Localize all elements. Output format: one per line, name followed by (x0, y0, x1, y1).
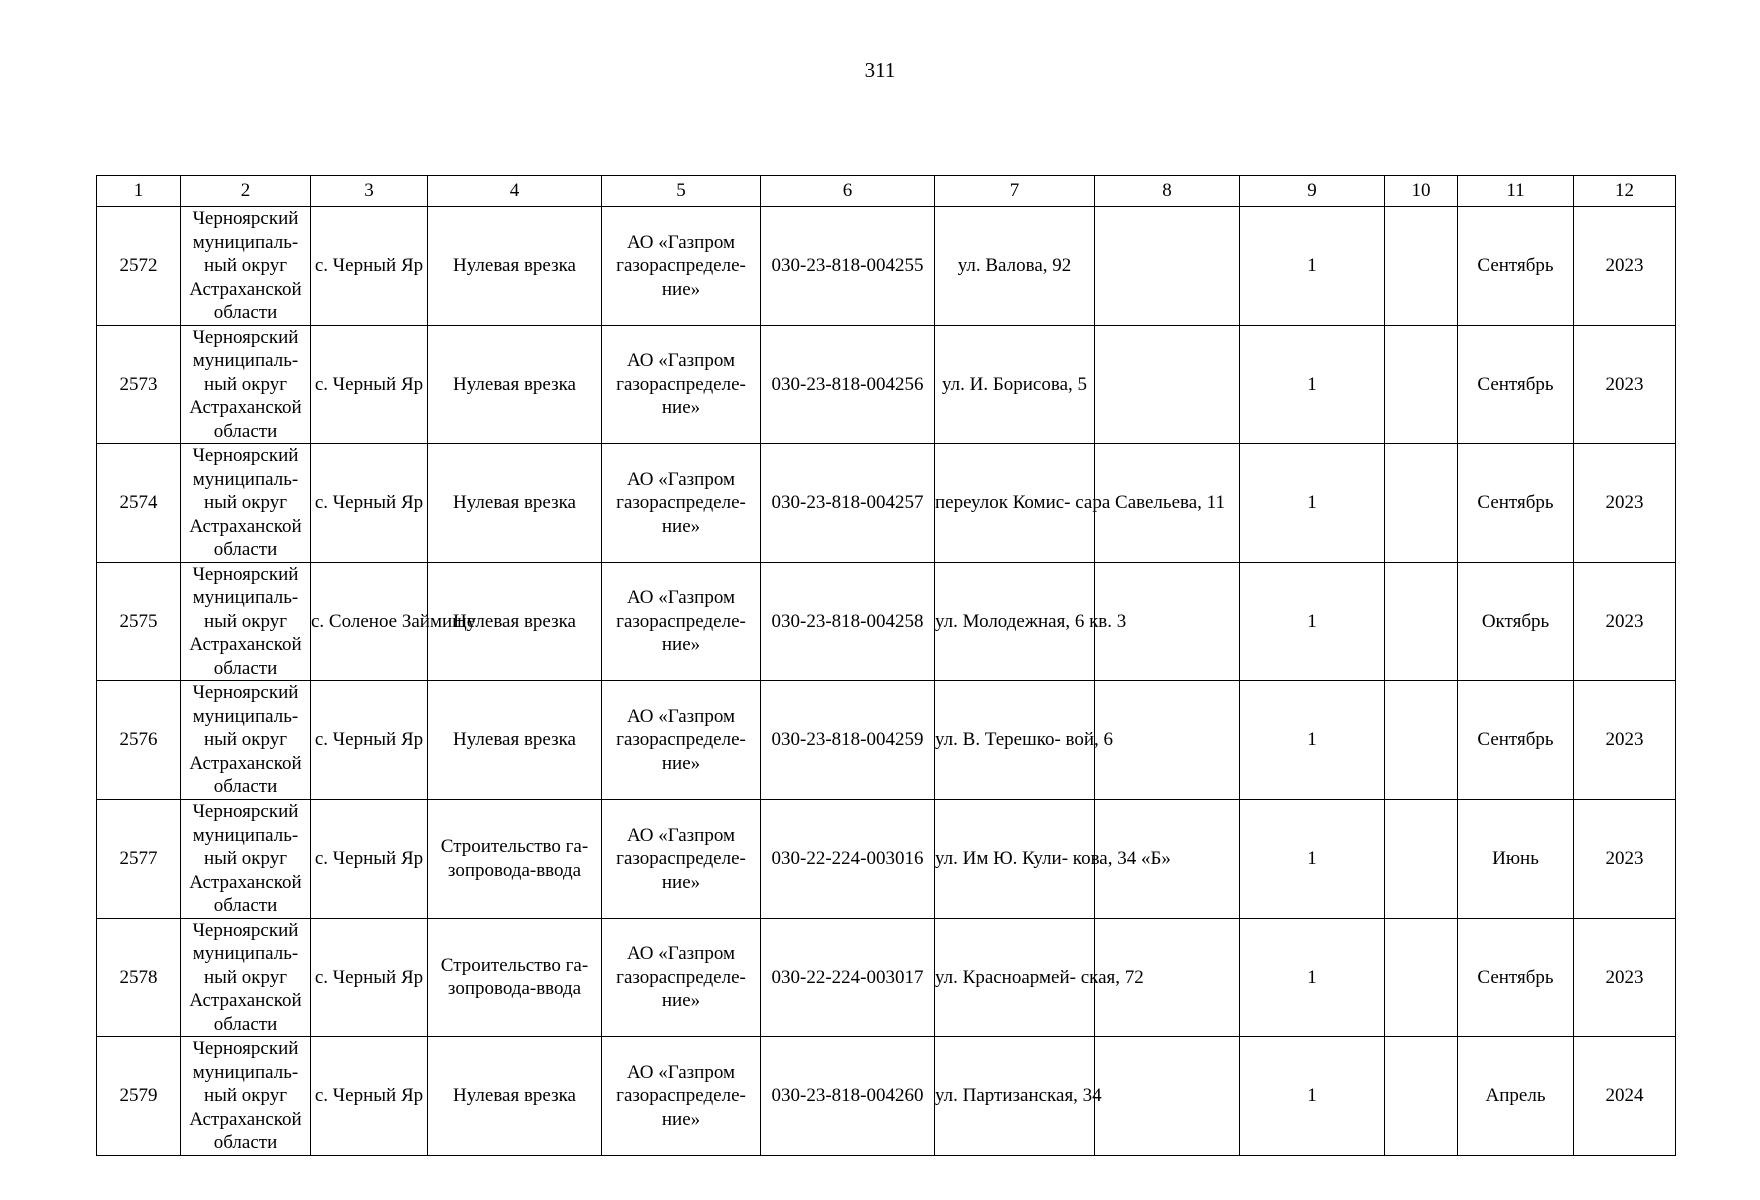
table-row (97, 207, 1676, 326)
header-row (97, 176, 1676, 207)
table-row (97, 799, 1676, 918)
work-type-cell: Строительство га- зопровода-ввода (428, 799, 602, 918)
code-cell: 030-23-818-004259 (761, 681, 935, 800)
column-header: 5 (602, 176, 761, 207)
settlement-cell: с. Черный Яр (311, 325, 428, 444)
address-cell: ул. Им Ю. Кули- кова, 34 «Б» (935, 799, 1095, 918)
organization-cell: АО «Газпром газораспределе- ние» (602, 444, 761, 563)
column-10-cell (1385, 207, 1458, 326)
year-cell: 2023 (1574, 325, 1676, 444)
table-row (97, 444, 1676, 563)
table-row (97, 918, 1676, 1037)
settlement-cell: с. Черный Яр (311, 681, 428, 800)
municipality-cell: Черноярский муниципаль- ный округ Астраханской области (181, 799, 311, 918)
organization-cell: АО «Газпром газораспределе- ние» (602, 325, 761, 444)
organization-cell: АО «Газпром газораспределе- ние» (602, 799, 761, 918)
address-cell: ул. Красноармей- ская, 72 (935, 918, 1095, 1037)
month-cell: Июнь (1458, 799, 1574, 918)
code-cell: 030-22-224-003017 (761, 918, 935, 1037)
row-number-cell: 2575 (97, 562, 181, 681)
column-header: 7 (935, 176, 1095, 207)
year-cell: 2023 (1574, 918, 1676, 1037)
quantity-cell: 1 (1240, 918, 1385, 1037)
row-number-cell: 2578 (97, 918, 181, 1037)
work-type-cell: Строительство га- зопровода-ввода (428, 918, 602, 1037)
year-cell: 2023 (1574, 444, 1676, 563)
municipality-cell: Черноярский муниципаль- ный округ Астраханской области (181, 562, 311, 681)
column-header: 2 (181, 176, 311, 207)
settlement-cell: с. Черный Яр (311, 444, 428, 563)
municipality-cell: Черноярский муниципаль- ный округ Астраханской области (181, 325, 311, 444)
row-number-cell: 2572 (97, 207, 181, 326)
month-cell: Апрель (1458, 1037, 1574, 1156)
month-cell: Октябрь (1458, 562, 1574, 681)
column-header: 9 (1240, 176, 1385, 207)
quantity-cell: 1 (1240, 207, 1385, 326)
address-cell: ул. В. Терешко- вой, 6 (935, 681, 1095, 800)
settlement-cell: с. Соленое Займище (311, 562, 428, 681)
municipality-cell: Черноярский муниципаль- ный округ Астраханской области (181, 1037, 311, 1156)
settlement-cell: с. Черный Яр (311, 918, 428, 1037)
column-header: 4 (428, 176, 602, 207)
column-10-cell (1385, 444, 1458, 563)
column-header: 1 (97, 176, 181, 207)
column-8-cell (1095, 681, 1240, 800)
code-cell: 030-23-818-004255 (761, 207, 935, 326)
month-cell: Сентябрь (1458, 918, 1574, 1037)
municipality-cell: Черноярский муниципаль- ный округ Астраханской области (181, 444, 311, 563)
year-cell: 2023 (1574, 562, 1676, 681)
row-number-cell: 2576 (97, 681, 181, 800)
organization-cell: АО «Газпром газораспределе- ние» (602, 562, 761, 681)
address-cell: ул. Молодежная, 6 кв. 3 (935, 562, 1095, 681)
municipality-cell: Черноярский муниципаль- ный округ Астраханской области (181, 207, 311, 326)
work-type-cell: Нулевая врезка (428, 325, 602, 444)
row-number-cell: 2579 (97, 1037, 181, 1156)
month-cell: Сентябрь (1458, 325, 1574, 444)
quantity-cell: 1 (1240, 1037, 1385, 1156)
month-cell: Сентябрь (1458, 444, 1574, 563)
address-cell: переулок Комис- сара Савельева, 11 (935, 444, 1095, 563)
quantity-cell: 1 (1240, 325, 1385, 444)
column-header: 12 (1574, 176, 1676, 207)
settlement-cell: с. Черный Яр (311, 799, 428, 918)
year-cell: 2023 (1574, 207, 1676, 326)
quantity-cell: 1 (1240, 681, 1385, 800)
column-10-cell (1385, 918, 1458, 1037)
month-cell: Сентябрь (1458, 207, 1574, 326)
column-10-cell (1385, 681, 1458, 800)
quantity-cell: 1 (1240, 444, 1385, 563)
table-row (97, 562, 1676, 681)
quantity-cell: 1 (1240, 562, 1385, 681)
code-cell: 030-23-818-004257 (761, 444, 935, 563)
work-type-cell: Нулевая врезка (428, 562, 602, 681)
column-10-cell (1385, 799, 1458, 918)
code-cell: 030-23-818-004260 (761, 1037, 935, 1156)
settlement-cell: с. Черный Яр (311, 207, 428, 326)
organization-cell: АО «Газпром газораспределе- ние» (602, 681, 761, 800)
page-number: 311 (864, 58, 896, 82)
municipality-cell: Черноярский муниципаль- ный округ Астраханской области (181, 681, 311, 800)
column-10-cell (1385, 1037, 1458, 1156)
year-cell: 2024 (1574, 1037, 1676, 1156)
column-8-cell (1095, 207, 1240, 326)
column-8-cell (1095, 1037, 1240, 1156)
column-header: 11 (1458, 176, 1574, 207)
column-header: 3 (311, 176, 428, 207)
column-header: 10 (1385, 176, 1458, 207)
quantity-cell: 1 (1240, 799, 1385, 918)
table-row (97, 325, 1676, 444)
work-type-cell: Нулевая врезка (428, 207, 602, 326)
organization-cell: АО «Газпром газораспределе- ние» (602, 918, 761, 1037)
code-cell: 030-23-818-004258 (761, 562, 935, 681)
organization-cell: АО «Газпром газораспределе- ние» (602, 207, 761, 326)
work-type-cell: Нулевая врезка (428, 444, 602, 563)
work-type-cell: Нулевая врезка (428, 1037, 602, 1156)
column-header: 8 (1095, 176, 1240, 207)
code-cell: 030-23-818-004256 (761, 325, 935, 444)
column-8-cell (1095, 325, 1240, 444)
code-cell: 030-22-224-003016 (761, 799, 935, 918)
work-type-cell: Нулевая врезка (428, 681, 602, 800)
year-cell: 2023 (1574, 681, 1676, 800)
municipality-cell: Черноярский муниципаль- ный округ Астраханской области (181, 918, 311, 1037)
row-number-cell: 2574 (97, 444, 181, 563)
row-number-cell: 2573 (97, 325, 181, 444)
settlement-cell: с. Черный Яр (311, 1037, 428, 1156)
registry-table (96, 175, 1676, 1156)
address-cell: ул. И. Борисова, 5 (935, 325, 1095, 444)
column-10-cell (1385, 325, 1458, 444)
column-header: 6 (761, 176, 935, 207)
column-10-cell (1385, 562, 1458, 681)
address-cell: ул. Валова, 92 (935, 207, 1095, 326)
year-cell: 2023 (1574, 799, 1676, 918)
table-row (97, 681, 1676, 800)
table-row (97, 1037, 1676, 1156)
organization-cell: АО «Газпром газораспределе- ние» (602, 1037, 761, 1156)
address-cell: ул. Партизанская, 34 (935, 1037, 1095, 1156)
row-number-cell: 2577 (97, 799, 181, 918)
month-cell: Сентябрь (1458, 681, 1574, 800)
